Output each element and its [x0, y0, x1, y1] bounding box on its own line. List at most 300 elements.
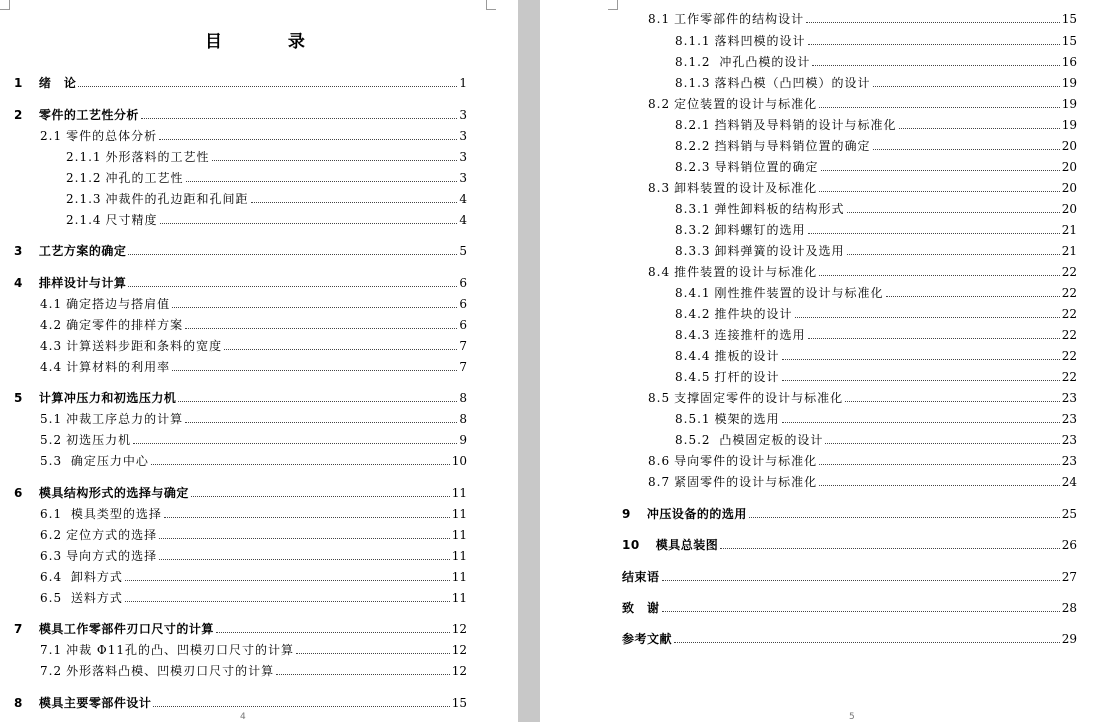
- dot-leader: [749, 517, 1060, 518]
- toc-entry[interactable]: [675, 74, 1077, 90]
- page-corner-mark: [0, 0, 10, 10]
- page-corner-mark: [486, 0, 496, 10]
- toc-entry-number: 8.3: [648, 181, 671, 195]
- toc-page-number: 4: [459, 213, 467, 227]
- dot-leader: [782, 380, 1060, 381]
- toc-chapter-entry[interactable]: [622, 568, 1077, 584]
- toc-entry-number: 6: [14, 486, 23, 500]
- toc-entry[interactable]: [648, 10, 1077, 26]
- dot-leader: [224, 349, 457, 350]
- dot-leader: [185, 422, 457, 423]
- toc-entry[interactable]: [648, 473, 1077, 489]
- toc-entry[interactable]: [675, 284, 1077, 300]
- toc-entry-title: 冲孔凸模的设计: [714, 55, 811, 69]
- toc-page-number: 15: [1061, 34, 1077, 48]
- toc-entry-title: 导向方式的选择: [66, 549, 158, 563]
- toc-entry-title: 确定压力中心: [66, 454, 149, 468]
- toc-entry-label: [14, 622, 214, 636]
- dot-leader: [186, 181, 458, 182]
- toc-entry-label: [622, 632, 672, 646]
- toc-entry[interactable]: [40, 568, 467, 584]
- dot-leader: [125, 601, 450, 602]
- dot-leader: [886, 296, 1060, 297]
- dot-leader: [151, 464, 450, 465]
- toc-entry[interactable]: [648, 95, 1077, 111]
- toc-page-number: 7: [459, 339, 467, 353]
- toc-entry-title: 冲裁工序总力的计算: [66, 412, 184, 426]
- dot-leader: [160, 223, 458, 224]
- dot-leader: [159, 559, 450, 560]
- toc-entry-number: 8.4.2: [675, 307, 711, 321]
- toc-chapter-entry[interactable]: [14, 484, 467, 500]
- toc-entry-label: [648, 391, 843, 405]
- dot-leader: [662, 580, 1060, 581]
- toc-page-number: 22: [1061, 286, 1077, 300]
- toc-entry[interactable]: [675, 431, 1077, 447]
- toc-entry-number: 8.5.1: [675, 412, 711, 426]
- toc-entry[interactable]: [66, 190, 467, 206]
- toc-entry-title: 落料凸模（凸凹模）的设计: [714, 76, 871, 90]
- toc-entry-title: 弹性卸料板的结构形式: [714, 202, 845, 216]
- toc-entry-number: 2.1.1: [66, 150, 102, 164]
- toc-entry-label: [675, 328, 806, 342]
- toc-entry-number: 2: [14, 108, 23, 122]
- dot-leader: [812, 65, 1059, 66]
- toc-page-number: 16: [1061, 55, 1077, 69]
- dot-leader: [819, 485, 1060, 486]
- toc-entry-number: 6.1: [40, 507, 63, 521]
- toc-page-number: 7: [459, 360, 467, 374]
- toc-entry-title: 计算材料的利用率: [66, 360, 171, 374]
- dot-leader: [159, 139, 457, 140]
- dot-leader: [782, 422, 1060, 423]
- toc-page-number: 6: [459, 297, 467, 311]
- toc-entry[interactable]: [40, 316, 467, 332]
- dot-leader: [795, 317, 1060, 318]
- dot-leader: [720, 548, 1060, 549]
- dot-leader: [819, 464, 1060, 465]
- toc-chapter-entry[interactable]: [622, 536, 1077, 552]
- toc-entry-label: [40, 297, 170, 311]
- toc-page-number: 12: [451, 643, 467, 657]
- toc-entry-title: 冲裁 Φ11孔的凸、凹模刃口尺寸的计算: [66, 643, 295, 657]
- toc-entry-title: 零件的工艺性分析: [38, 108, 139, 122]
- dot-leader: [847, 254, 1060, 255]
- dot-leader: [172, 370, 457, 371]
- toc-entry[interactable]: [648, 179, 1077, 195]
- toc-entry-title: 模具结构形式的选择与确定: [38, 486, 189, 500]
- toc-entry-number: 8.4.4: [675, 349, 711, 363]
- toc-entry-title: 冲压设备的的选用: [646, 507, 747, 521]
- toc-page-number: 11: [451, 528, 467, 542]
- dot-leader: [276, 674, 450, 675]
- dot-leader: [821, 170, 1060, 171]
- toc-entry-label: [675, 202, 845, 216]
- toc-entry-title: 外形落料凸模、凹模刃口尺寸的计算: [66, 664, 275, 678]
- toc-entry-label: [40, 412, 183, 426]
- toc-page-number: 6: [459, 318, 467, 332]
- toc-entry[interactable]: [675, 347, 1077, 363]
- toc-entry[interactable]: [66, 211, 467, 227]
- toc-page-number: 3: [459, 108, 467, 122]
- toc-entry-title: 绪 论: [38, 76, 77, 90]
- toc-page-number: 23: [1061, 433, 1077, 447]
- toc-page-number: 22: [1061, 328, 1077, 342]
- toc-chapter-entry[interactable]: [622, 505, 1077, 521]
- toc-entry-title: 冲孔的工艺性: [105, 171, 184, 185]
- toc-entry-label: [675, 34, 806, 48]
- toc-page-number: 23: [1061, 454, 1077, 468]
- toc-entry-title: 凸模固定板的设计: [714, 433, 824, 447]
- toc-page-number: 6: [459, 276, 467, 290]
- toc-entry-title: 定位方式的选择: [66, 528, 158, 542]
- toc-page-number: 15: [451, 696, 467, 710]
- toc-entry-title: 送料方式: [66, 591, 123, 605]
- toc-entry[interactable]: [675, 242, 1077, 258]
- dot-leader: [806, 22, 1060, 23]
- toc-entry-number: 5: [14, 391, 23, 405]
- toc-entry-label: [675, 286, 884, 300]
- toc-page-number: 5: [459, 244, 467, 258]
- toc-entry-title: 初选压力机: [66, 433, 132, 447]
- toc-entry[interactable]: [40, 547, 467, 563]
- toc-page-number: 29: [1061, 632, 1077, 646]
- toc-entry-title: 卸料弹簧的设计及选用: [714, 244, 845, 258]
- toc-entry[interactable]: [40, 358, 467, 374]
- toc-entry-number: 8.3.3: [675, 244, 711, 258]
- toc-entry-number: 8: [14, 696, 23, 710]
- dot-leader: [808, 233, 1060, 234]
- toc-page-number: 9: [459, 433, 467, 447]
- toc-entry-label: [14, 696, 151, 710]
- toc-page-number: 19: [1061, 97, 1077, 111]
- toc-entry-number: 8.2: [648, 97, 671, 111]
- page-corner-mark: [608, 0, 618, 10]
- toc-page-number: 12: [451, 664, 467, 678]
- toc-page-number: 19: [1061, 76, 1077, 90]
- dot-leader: [825, 443, 1059, 444]
- toc-entry-label: [40, 454, 149, 468]
- toc-page-number: 10: [451, 454, 467, 468]
- toc-entry-label: [648, 454, 817, 468]
- toc-entry[interactable]: [675, 32, 1077, 48]
- toc-entry-number: 6.2: [40, 528, 63, 542]
- toc-entry-title: 确定搭边与搭肩值: [66, 297, 171, 311]
- toc-entry-number: 8.7: [648, 475, 671, 489]
- toc-entry[interactable]: [66, 148, 467, 164]
- toc-entry-title: 卸料螺钉的选用: [714, 223, 806, 237]
- toc-entry-title: 推件装置的设计与标准化: [674, 265, 818, 279]
- toc-page-number: 27: [1061, 570, 1077, 584]
- toc-entry[interactable]: [648, 389, 1077, 405]
- toc-page-number: 20: [1061, 160, 1077, 174]
- toc-entry-title: 推件块的设计: [714, 307, 793, 321]
- toc-entry-title: 导向零件的设计与标准化: [674, 454, 818, 468]
- toc-entry-label: [675, 433, 823, 447]
- toc-entry-number: 8.1.3: [675, 76, 711, 90]
- toc-entry-label: [675, 160, 819, 174]
- toc-page-number: 12: [451, 622, 467, 636]
- toc-entry-title: 挡料销及导料销的设计与标准化: [714, 118, 897, 132]
- toc-entry-number: 8.4.3: [675, 328, 711, 342]
- toc-entry-title: 尺寸精度: [105, 213, 158, 227]
- toc-entry[interactable]: [40, 505, 467, 521]
- toc-entry-label: [675, 76, 871, 90]
- toc-entry-number: 4.3: [40, 339, 63, 353]
- toc-chapter-entry[interactable]: [14, 694, 467, 710]
- toc-entry-number: 8.2.1: [675, 118, 711, 132]
- toc-entry-label: [66, 150, 210, 164]
- toc-page-number: 20: [1061, 202, 1077, 216]
- toc-entry-label: [66, 171, 184, 185]
- document-page-right: [540, 0, 1109, 722]
- toc-entry-title: 模具工作零部件刃口尺寸的计算: [38, 622, 214, 636]
- toc-entry-label: [14, 391, 176, 405]
- toc-entry[interactable]: [675, 368, 1077, 384]
- toc-entry-number: 8.5.2: [675, 433, 711, 447]
- dot-leader: [212, 160, 458, 161]
- toc-chapter-entry[interactable]: [622, 599, 1077, 615]
- dot-leader: [674, 642, 1060, 643]
- toc-page-number: 26: [1061, 538, 1077, 552]
- toc-entry-label: [40, 433, 131, 447]
- toc-entry-title: 卸料方式: [66, 570, 123, 584]
- dot-leader: [845, 401, 1060, 402]
- toc-title: 目 录: [205, 32, 335, 52]
- toc-entry-label: [648, 475, 817, 489]
- toc-entry-number: 8.1.2: [675, 55, 711, 69]
- toc-entry-title: 排样设计与计算: [38, 276, 127, 290]
- toc-entry-number: 2.1.2: [66, 171, 102, 185]
- toc-entry[interactable]: [66, 169, 467, 185]
- toc-entry-number: 7: [14, 622, 23, 636]
- toc-entry-number: 10: [622, 538, 640, 552]
- toc-entry-label: [675, 139, 871, 153]
- toc-entry-label: [40, 339, 222, 353]
- toc-entry-label: [622, 601, 660, 615]
- toc-entry-label: [648, 97, 817, 111]
- toc-entry-number: 5.2: [40, 433, 63, 447]
- toc-entry-label: [40, 549, 157, 563]
- toc-entry-label: [14, 108, 139, 122]
- toc-entry-label: [622, 538, 718, 552]
- toc-entry-title: 定位装置的设计与标准化: [674, 97, 818, 111]
- toc-entry-label: [40, 591, 123, 605]
- dot-leader: [782, 359, 1060, 360]
- toc-entry-number: 6.5: [40, 591, 63, 605]
- toc-entry-label: [14, 244, 126, 258]
- toc-entry[interactable]: [675, 221, 1077, 237]
- dot-leader: [662, 611, 1060, 612]
- toc-entry-title: 计算送料步距和条料的宽度: [66, 339, 223, 353]
- toc-page-number: 20: [1061, 181, 1077, 195]
- dot-leader: [78, 86, 457, 87]
- toc-entry[interactable]: [675, 305, 1077, 321]
- toc-entry-label: [40, 318, 183, 332]
- toc-entry-title: 模具类型的选择: [66, 507, 162, 521]
- dot-leader: [873, 86, 1060, 87]
- dot-leader: [133, 443, 457, 444]
- toc-entry[interactable]: [675, 116, 1077, 132]
- toc-entry[interactable]: [40, 410, 467, 426]
- toc-page-number: 4: [459, 192, 467, 206]
- toc-entry[interactable]: [40, 662, 467, 678]
- toc-entry[interactable]: [40, 431, 467, 447]
- toc-entry[interactable]: [675, 410, 1077, 426]
- toc-page-number: 23: [1061, 412, 1077, 426]
- toc-page-number: 11: [451, 591, 467, 605]
- toc-entry-label: [648, 265, 817, 279]
- page-number-footer: 4: [240, 712, 246, 722]
- toc-entry-label: [675, 118, 897, 132]
- toc-entry[interactable]: [648, 452, 1077, 468]
- toc-entry[interactable]: [675, 53, 1077, 69]
- toc-page-number: 22: [1061, 265, 1077, 279]
- toc-entry[interactable]: [40, 641, 467, 657]
- toc-entry[interactable]: [40, 337, 467, 353]
- toc-entry-title: 模架的选用: [714, 412, 780, 426]
- dot-leader: [153, 706, 449, 707]
- toc-entry[interactable]: [40, 589, 467, 605]
- toc-entry-label: [675, 307, 793, 321]
- toc-entry-number: 8.4.5: [675, 370, 711, 384]
- toc-entry[interactable]: [675, 137, 1077, 153]
- toc-page-number: 15: [1061, 12, 1077, 26]
- dot-leader: [819, 275, 1060, 276]
- toc-entry-number: 7.1: [40, 643, 63, 657]
- toc-chapter-entry[interactable]: [622, 630, 1077, 646]
- toc-entry-title: 零件的总体分析: [66, 129, 158, 143]
- toc-page-number: 11: [451, 570, 467, 584]
- toc-chapter-entry[interactable]: [14, 389, 467, 405]
- toc-entry-number: 3: [14, 244, 23, 258]
- toc-page-number: 1: [459, 76, 467, 90]
- toc-entry-label: [40, 570, 123, 584]
- dot-leader: [178, 401, 457, 402]
- toc-entry-title: 参考文献: [622, 632, 673, 646]
- toc-entry-number: 2.1.3: [66, 192, 102, 206]
- toc-entry-title: 外形落料的工艺性: [105, 150, 210, 164]
- toc-entry-number: 8.1.1: [675, 34, 711, 48]
- toc-entry-label: [66, 192, 249, 206]
- toc-page-number: 3: [459, 150, 467, 164]
- toc-page-number: 24: [1061, 475, 1077, 489]
- toc-entry-number: 1: [14, 76, 23, 90]
- dot-leader: [141, 118, 457, 119]
- toc-entry-title: 计算冲压力和初选压力机: [38, 391, 177, 405]
- toc-entry-number: 5.1: [40, 412, 63, 426]
- toc-entry-number: 2.1: [40, 129, 63, 143]
- toc-page-number: 3: [459, 171, 467, 185]
- toc-entry[interactable]: [40, 295, 467, 311]
- toc-entry-number: 4.4: [40, 360, 63, 374]
- dot-leader: [808, 338, 1060, 339]
- toc-entry-label: [622, 507, 747, 521]
- toc-entry-label: [675, 55, 810, 69]
- toc-entry-label: [66, 213, 158, 227]
- toc-page-number: 3: [459, 129, 467, 143]
- toc-entry[interactable]: [675, 158, 1077, 174]
- toc-entry-number: 6.4: [40, 570, 63, 584]
- toc-page-number: 11: [451, 507, 467, 521]
- dot-leader: [128, 286, 457, 287]
- toc-entry-number: 4: [14, 276, 23, 290]
- page-number-footer: 5: [849, 712, 855, 722]
- toc-entry[interactable]: [675, 326, 1077, 342]
- toc-chapter-entry[interactable]: [14, 620, 467, 636]
- dot-leader: [251, 202, 458, 203]
- toc-entry-number: 6.3: [40, 549, 63, 563]
- toc-entry-title: 连接推杆的选用: [714, 328, 806, 342]
- toc-entry-number: 8.3.1: [675, 202, 711, 216]
- toc-entry-number: 2.1.4: [66, 213, 102, 227]
- toc-entry-number: 8.4.1: [675, 286, 711, 300]
- toc-entry-label: [40, 360, 170, 374]
- dot-leader: [159, 538, 450, 539]
- toc-entry[interactable]: [675, 200, 1077, 216]
- toc-entry-number: 4.1: [40, 297, 63, 311]
- toc-entry-number: 8.4: [648, 265, 671, 279]
- toc-page-number: 11: [451, 549, 467, 563]
- toc-entry-number: 4.2: [40, 318, 63, 332]
- toc-entry-title: 紧固零件的设计与标准化: [674, 475, 818, 489]
- toc-entry-title: 确定零件的排样方案: [66, 318, 184, 332]
- toc-entry-number: 8.2.2: [675, 139, 711, 153]
- dot-leader: [191, 496, 450, 497]
- toc-page-number: 21: [1061, 244, 1077, 258]
- toc-entry[interactable]: [40, 127, 467, 143]
- toc-page-number: 8: [459, 391, 467, 405]
- toc-page-number: 25: [1061, 507, 1077, 521]
- toc-entry-title: 结束语: [622, 570, 660, 584]
- toc-entry[interactable]: [40, 452, 467, 468]
- toc-entry[interactable]: [648, 263, 1077, 279]
- toc-page-number: 11: [451, 486, 467, 500]
- toc-page-number: 21: [1061, 223, 1077, 237]
- toc-entry-number: 9: [622, 507, 631, 521]
- dot-leader: [847, 212, 1060, 213]
- dot-leader: [172, 307, 457, 308]
- dot-leader: [819, 107, 1060, 108]
- toc-page-number: 8: [459, 412, 467, 426]
- toc-chapter-entry[interactable]: [14, 106, 467, 122]
- toc-entry-label: [14, 486, 189, 500]
- dot-leader: [216, 632, 450, 633]
- toc-entry-title: 支撑固定零件的设计与标准化: [674, 391, 844, 405]
- toc-entry-label: [675, 349, 780, 363]
- toc-chapter-entry[interactable]: [14, 242, 467, 258]
- toc-entry-number: 8.1: [648, 12, 671, 26]
- toc-chapter-entry[interactable]: [14, 74, 467, 90]
- toc-entry-label: [40, 643, 294, 657]
- toc-entry[interactable]: [40, 526, 467, 542]
- toc-entry-label: [675, 223, 806, 237]
- toc-chapter-entry[interactable]: [14, 274, 467, 290]
- toc-entry-title: 挡料销与导料销位置的确定: [714, 139, 871, 153]
- document-page-left: [0, 0, 518, 722]
- toc-entry-title: 打杆的设计: [714, 370, 780, 384]
- toc-entry-label: [648, 12, 804, 26]
- toc-entry-label: [14, 276, 126, 290]
- toc-entry-number: 8.5: [648, 391, 671, 405]
- dot-leader: [296, 653, 450, 654]
- toc-entry-number: 7.2: [40, 664, 63, 678]
- dot-leader: [873, 149, 1060, 150]
- dot-leader: [185, 328, 457, 329]
- toc-entry-label: [40, 528, 157, 542]
- toc-entry-number: 8.2.3: [675, 160, 711, 174]
- toc-entry-title: 导料销位置的确定: [714, 160, 819, 174]
